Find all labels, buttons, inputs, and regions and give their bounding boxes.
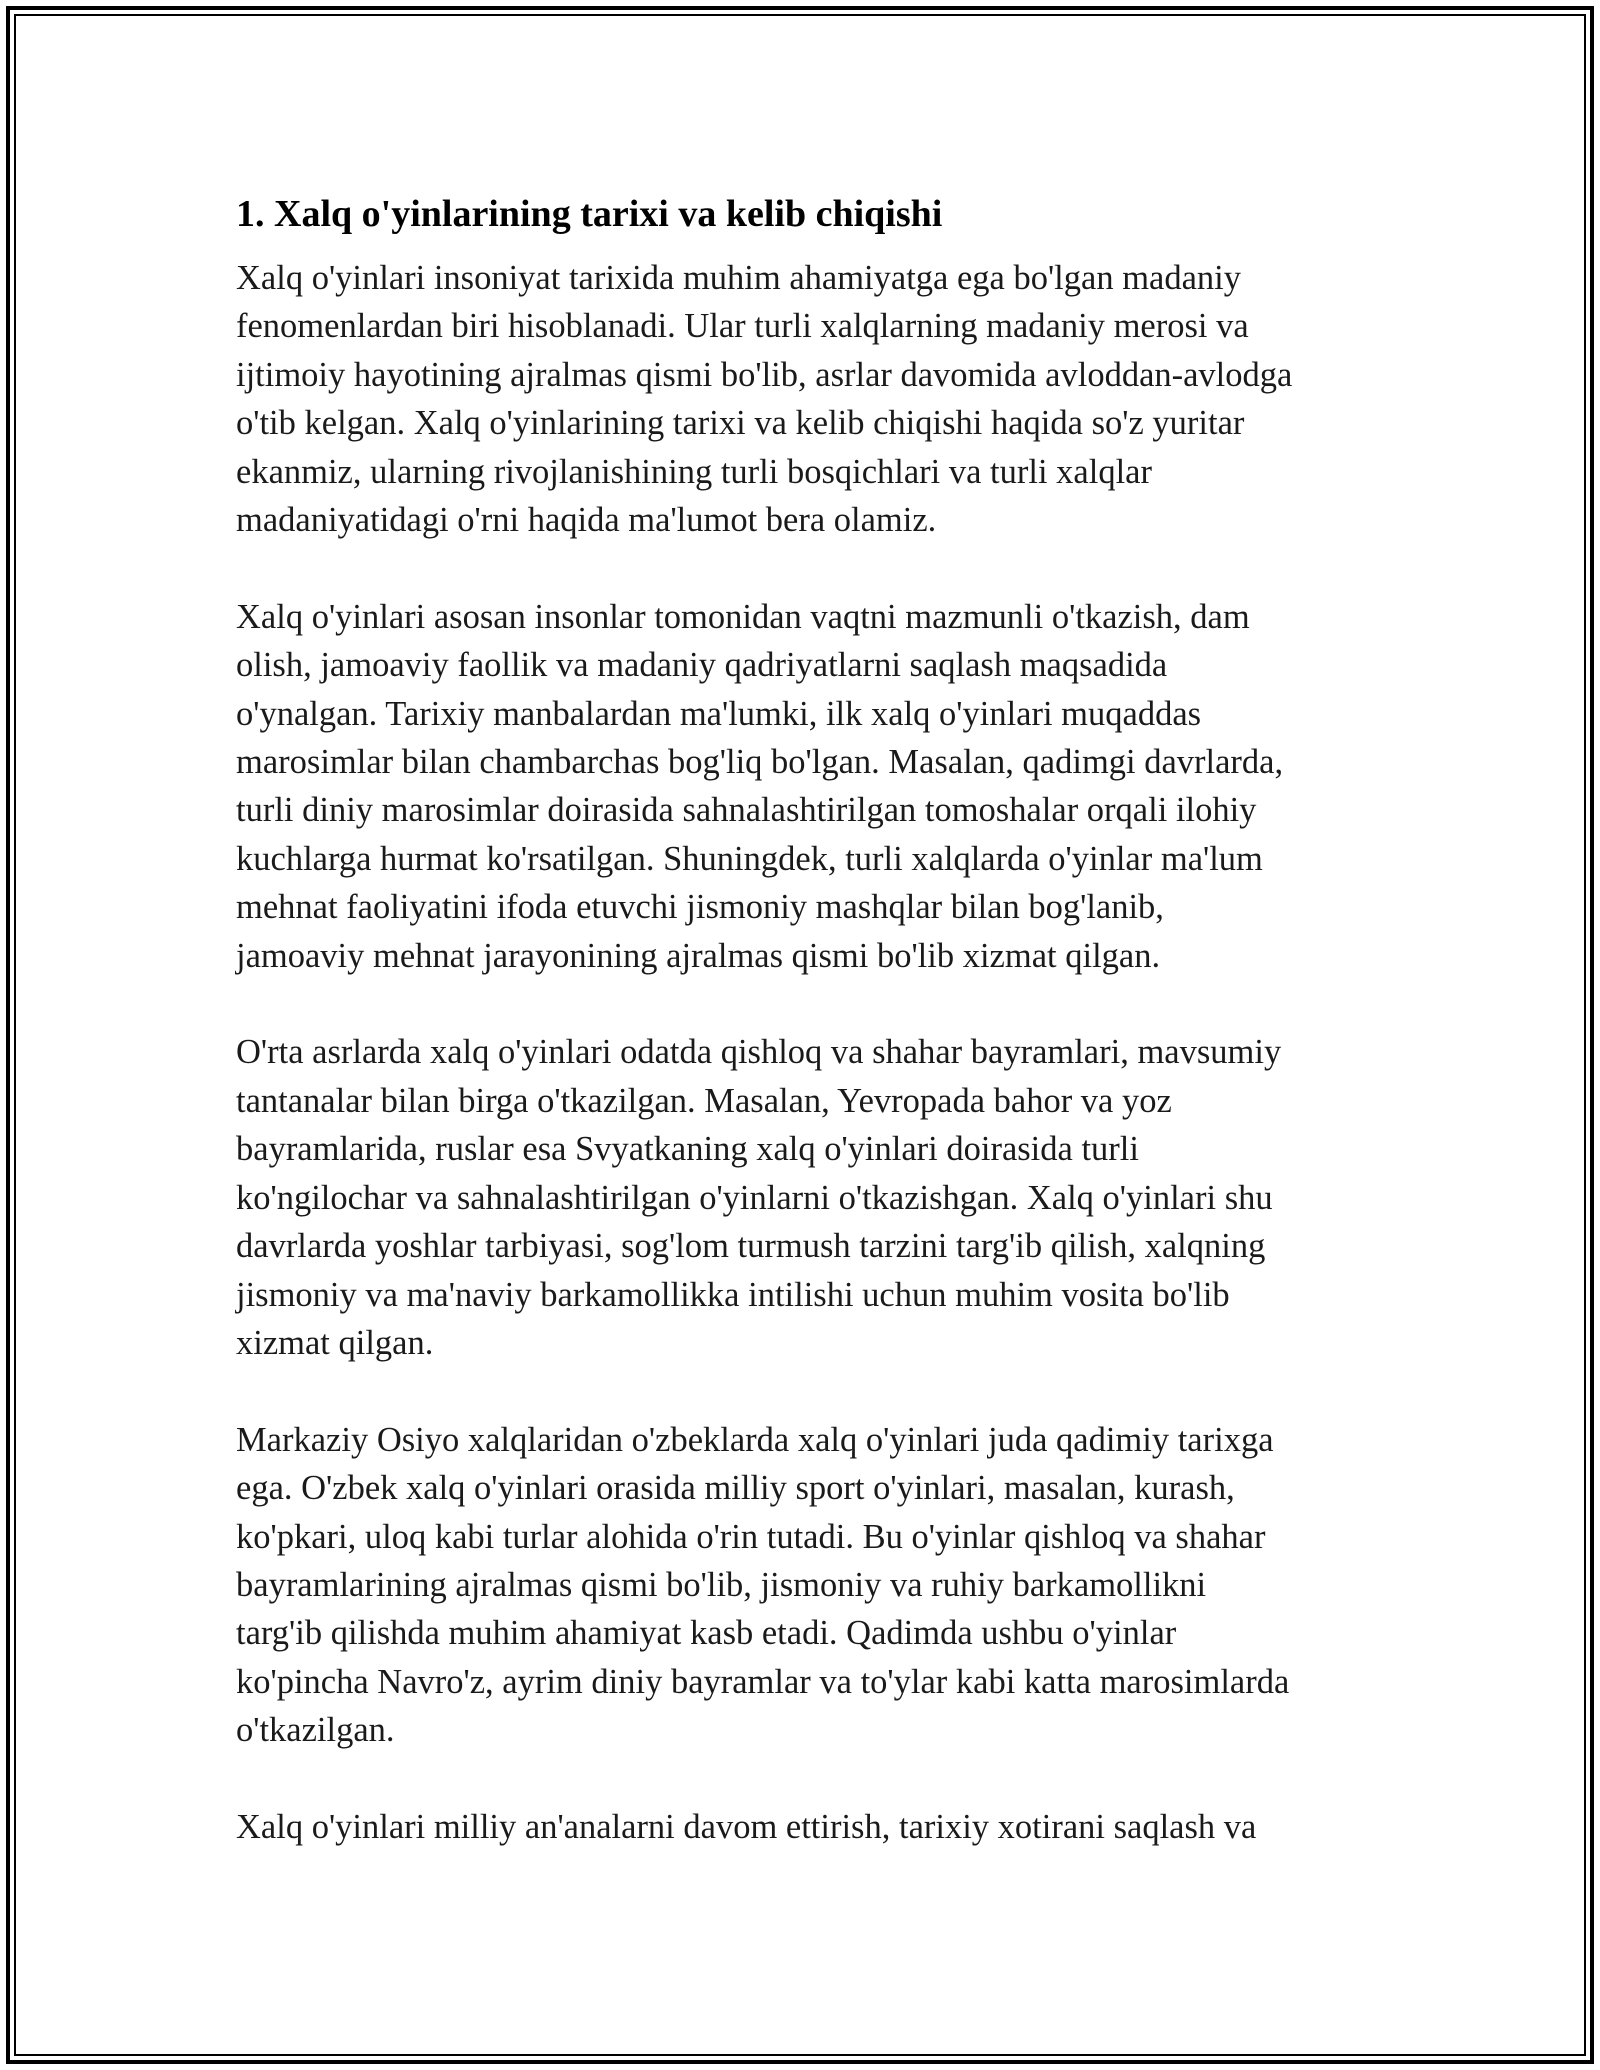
text-line: o'ynalgan. Tarixiy manbalardan ma'lumki, ilk xalq o'yinlari muqaddas [236, 694, 1202, 733]
text-line: bayramlarida, ruslar esa Svyatkaning xalq o'yinlari doirasida turli [236, 1130, 1139, 1169]
text-line: kuchlarga hurmat ko'rsatilgan. Shuningdek, turli xalqlarda o'yinlar ma'lum [236, 839, 1263, 878]
section-heading: 1. Xalq o'yinlarining tarixi va kelib chiqishi [236, 193, 943, 235]
text-line: davrlarda yoshlar tarbiyasi, sog'lom turmush tarzini targ'ib qilish, xalqning [236, 1227, 1266, 1266]
document-body [236, 186, 1366, 1900]
text-line: jismoniy va ma'naviy barkamollikka intilishi uchun muhim vosita bo'lib [236, 1275, 1230, 1314]
text-line: madaniyatidagi o'rni haqida ma'lumot bera olamiz. [236, 501, 937, 540]
text-line: Xalq o'yinlari milliy an'analarni davom ettirish, tarixiy xotirani saqlash va [236, 1807, 1257, 1846]
text-line: ko'ngilochar va sahnalashtirilgan o'yinlarni o'tkazishgan. Xalq o'yinlari shu [236, 1178, 1273, 1217]
paragraph-list [236, 254, 1366, 1851]
text-line: marosimlar bilan chambarchas bog'liq bo'lgan. Masalan, qadimgi davrlarda, [236, 743, 1284, 782]
text-line: ijtimoiy hayotining ajralmas qismi bo'lib, asrlar davomida avloddan-avlodga [236, 355, 1293, 394]
text-line: bayramlarining ajralmas qismi bo'lib, jismoniy va ruhiy barkamollikni [236, 1565, 1207, 1604]
text-line: ko'pkari, uloq kabi turlar alohida o'rin tutadi. Bu o'yinlar qishloq va shahar [236, 1517, 1266, 1556]
text-line: Xalq o'yinlari asosan insonlar tomonidan vaqtni mazmunli o'tkazish, dam [236, 597, 1250, 636]
text-line: jamoaviy mehnat jarayonining ajralmas qismi bo'lib xizmat qilgan. [236, 936, 1161, 975]
text-line: olish, jamoaviy faollik va madaniy qadriyatlarni saqlash maqsadida [236, 646, 1168, 685]
text-line: ko'pincha Navro'z, ayrim diniy bayramlar va to'ylar kabi katta marosimlarda [236, 1662, 1290, 1701]
paragraph [236, 1803, 1366, 1851]
text-line: mehnat faoliyatini ifoda etuvchi jismoniy mashqlar bilan bog'lanib, [236, 888, 1164, 927]
paragraph [236, 1028, 1366, 1367]
text-line: ekanmiz, ularning rivojlanishining turli bosqichlari va turli xalqlar [236, 452, 1152, 491]
text-line: xizmat qilgan. [236, 1323, 434, 1362]
text-line: O'rta asrlarda xalq o'yinlari odatda qishloq va shahar bayramlari, mavsumiy [236, 1033, 1282, 1072]
text-line: tantanalar bilan birga o'tkazilgan. Masalan, Yevropada bahor va yoz [236, 1081, 1172, 1120]
text-line: o'tkazilgan. [236, 1711, 395, 1750]
text-line: o'tib kelgan. Xalq o'yinlarining tarixi va kelib chiqishi haqida so'z yuritar [236, 404, 1245, 443]
text-line: Markaziy Osiyo xalqlaridan o'zbeklarda xalq o'yinlari juda qadimiy tarixga [236, 1420, 1274, 1459]
text-line: targ'ib qilishda muhim ahamiyat kasb etadi. Qadimda ushbu o'yinlar [236, 1614, 1177, 1653]
paragraph [236, 254, 1366, 544]
text-line: fenomenlardan biri hisoblanadi. Ular turli xalqlarning madaniy merosi va [236, 307, 1249, 346]
paragraph [236, 1416, 1366, 1755]
text-line: turli diniy marosimlar doirasida sahnalashtirilgan tomoshalar orqali ilohiy [236, 791, 1257, 830]
text-line: Xalq o'yinlari insoniyat tarixida muhim ahamiyatga ega bo'lgan madaniy [236, 259, 1241, 297]
paragraph [236, 593, 1366, 980]
text-line: ega. O'zbek xalq o'yinlari orasida milliy sport o'yinlari, masalan, kurash, [236, 1469, 1235, 1508]
